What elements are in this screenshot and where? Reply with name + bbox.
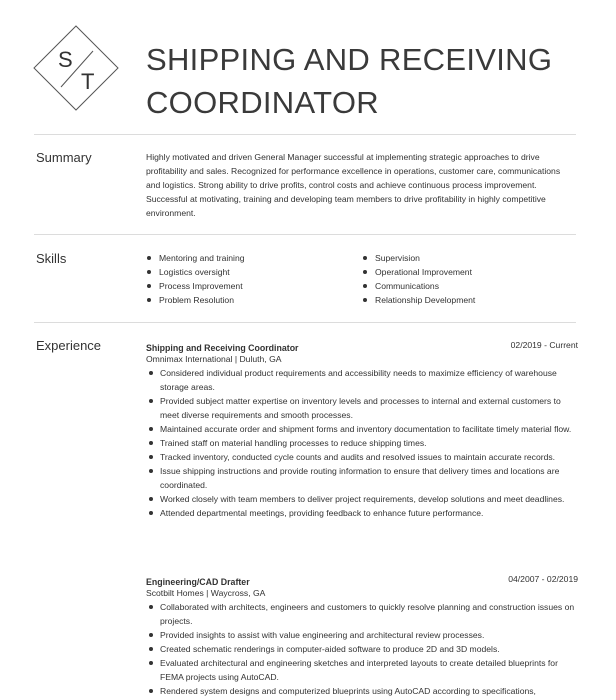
job-header <box>146 338 578 352</box>
job-title: Shipping and Receiving Coordinator <box>146 343 299 353</box>
job-bullets <box>146 600 578 698</box>
skills-list-right <box>361 251 475 307</box>
divider <box>34 134 576 135</box>
job-entry <box>146 572 578 698</box>
skill-item: Mentoring and training <box>145 251 245 265</box>
job-bullet: Considered individual product requirements and accessibility needs to maximize efficiency of warehouse storage areas. <box>146 366 578 394</box>
skill-item: Communications <box>361 279 475 293</box>
job-bullets <box>146 366 578 520</box>
skills-heading: Skills <box>36 251 67 266</box>
job-bullet: Rendered system designs and computerized blueprints using AutoCAD according to specifications, <box>146 684 578 698</box>
skill-item: Process Improvement <box>145 279 245 293</box>
job-dates: 04/2007 - 02/2019 <box>508 574 578 584</box>
job-bullet: Evaluated architectural and engineering sketches and interpreted layouts to create detailed blueprints for FEMA projects using AutoCAD. <box>146 656 578 684</box>
skill-item: Supervision <box>361 251 475 265</box>
summary-text: Highly motivated and driven General Manager successful at implementing strategic approaches to drive profitability and sales. Recognized for performance excellence in operations, customer care, communications and logistics. Strong ability to drive profits, control costs and achieve continuous process improvement. Successful at motivating, training and developing team members to drive profitability in highly competitive environment. <box>146 152 561 218</box>
job-entry <box>146 338 578 520</box>
monogram-logo <box>33 25 119 111</box>
job-title: Engineering/CAD Drafter <box>146 577 250 587</box>
monogram-first-initial: S <box>58 47 73 72</box>
job-bullet: Maintained accurate order and shipment forms and inventory documentation to facilitate timely material flow. <box>146 422 578 436</box>
job-dates: 02/2019 - Current <box>510 340 578 350</box>
skill-item: Problem Resolution <box>145 293 245 307</box>
summary-heading: Summary <box>36 150 92 165</box>
job-bullet: Collaborated with architects, engineers and customers to quickly resolve planning and construction issues on projects. <box>146 600 578 628</box>
candidate-name: SHIPPING AND RECEIVING COORDINATOR <box>146 42 553 120</box>
skill-item: Operational Improvement <box>361 265 475 279</box>
monogram-diamond <box>33 25 119 111</box>
job-bullet: Created schematic renderings in computer-aided software to produce 2D and 3D models. <box>146 642 578 656</box>
skill-item: Logistics oversight <box>145 265 245 279</box>
job-bullet: Attended departmental meetings, providing feedback to enhance future performance. <box>146 506 578 520</box>
job-header <box>146 572 578 586</box>
job-bullet: Provided insights to assist with value engineering and architectural review processes. <box>146 628 578 642</box>
skills-list-left <box>145 251 245 307</box>
job-company: Omnimax International | Duluth, GA <box>146 354 282 364</box>
job-bullet: Worked closely with team members to deliver project requirements, develop solutions and meet deadlines. <box>146 492 578 506</box>
job-bullet: Tracked inventory, conducted cycle counts and audits and resolved issues to maintain accurate records. <box>146 450 578 464</box>
experience-heading: Experience <box>36 338 102 353</box>
job-company: Scotbilt Homes | Waycross, GA <box>146 588 266 598</box>
divider <box>34 322 576 323</box>
job-bullet: Trained staff on material handling processes to reduce shipping times. <box>146 436 578 450</box>
job-bullet: Issue shipping instructions and provide routing information to ensure that delivery times and locations are coordinated. <box>146 464 578 492</box>
skill-item: Relationship Development <box>361 293 475 307</box>
job-bullet: Provided subject matter expertise on inventory levels and processes to internal and external customers to meet diverse requirements and smooth processes. <box>146 394 578 422</box>
divider <box>34 234 576 235</box>
monogram-second-initial: T <box>81 69 95 94</box>
